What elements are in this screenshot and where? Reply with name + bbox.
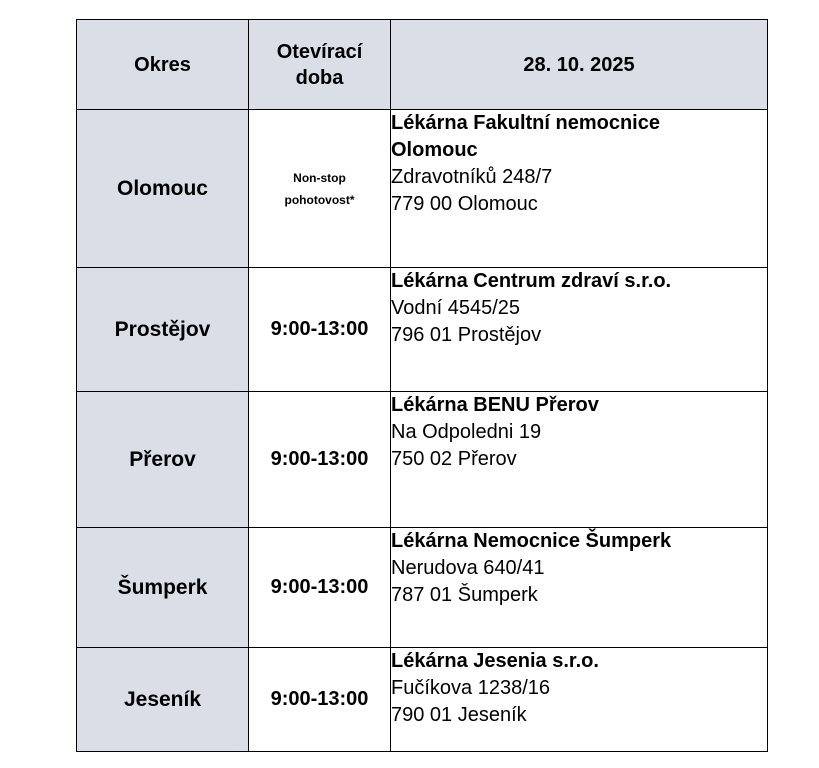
pharmacy-name: Lékárna Centrum zdraví s.r.o. <box>391 270 672 292</box>
pharmacy-city: 787 01 Šumperk <box>391 584 538 606</box>
district-cell: Přerov <box>77 392 249 528</box>
hours-line1: Non-stop <box>293 170 346 185</box>
pharmacy-name: Lékárna Nemocnice Šumperk <box>391 530 672 552</box>
hours-line2: pohotovost* <box>284 192 355 207</box>
pharmacy-street: Zdravotníků 248/7 <box>391 166 553 188</box>
pharmacy-cell <box>391 648 768 752</box>
pharmacy-name-line2: Olomouc <box>391 139 478 161</box>
district-cell: Prostějov <box>77 268 249 392</box>
pharmacy-name-line1: Lékárna Fakultní nemocnice <box>391 112 660 134</box>
pharmacy-cell <box>391 392 768 528</box>
pharmacy-street: Vodní 4545/25 <box>391 297 521 319</box>
table-row <box>77 392 768 528</box>
pharmacy-city: 796 01 Prostějov <box>391 324 542 346</box>
header-hours <box>249 20 391 110</box>
pharmacy-cell <box>391 528 768 648</box>
pharmacy-name: Lékárna BENU Přerov <box>391 394 599 416</box>
header-hours-line1: Otevírací <box>276 40 363 63</box>
pharmacy-cell <box>391 110 768 268</box>
pharmacy-street: Nerudova 640/41 <box>391 557 545 579</box>
district-cell: Olomouc <box>77 110 249 268</box>
pharmacy-street: Na Odpoledni 19 <box>391 421 542 443</box>
table-row <box>77 648 768 752</box>
header-date <box>391 20 768 110</box>
header-district-label: Okres <box>134 53 191 76</box>
district-cell: Jeseník <box>77 648 249 752</box>
hours-cell: 9:00-13:00 <box>249 392 391 528</box>
table-row <box>77 528 768 648</box>
header-district <box>77 20 249 110</box>
table-header-row <box>77 20 768 110</box>
pharmacy-name <box>391 110 767 164</box>
header-date-label: 28. 10. 2025 <box>523 53 635 76</box>
hours-cell: 9:00-13:00 <box>249 528 391 648</box>
table-row <box>77 268 768 392</box>
header-hours-line2: doba <box>295 66 344 89</box>
hours-cell: 9:00-13:00 <box>249 268 391 392</box>
table-row <box>77 110 768 268</box>
pharmacy-city: 790 01 Jeseník <box>391 704 527 726</box>
pharmacy-cell <box>391 268 768 392</box>
pharmacy-city: 779 00 Olomouc <box>391 193 538 215</box>
pharmacy-city: 750 02 Přerov <box>391 448 517 470</box>
district-cell: Šumperk <box>77 528 249 648</box>
pharmacy-street: Fučíkova 1238/16 <box>391 677 550 699</box>
hours-cell: 9:00-13:00 <box>249 648 391 752</box>
hours-cell <box>249 110 391 268</box>
pharmacy-schedule-table <box>76 19 768 752</box>
pharmacy-name: Lékárna Jesenia s.r.o. <box>391 650 599 672</box>
